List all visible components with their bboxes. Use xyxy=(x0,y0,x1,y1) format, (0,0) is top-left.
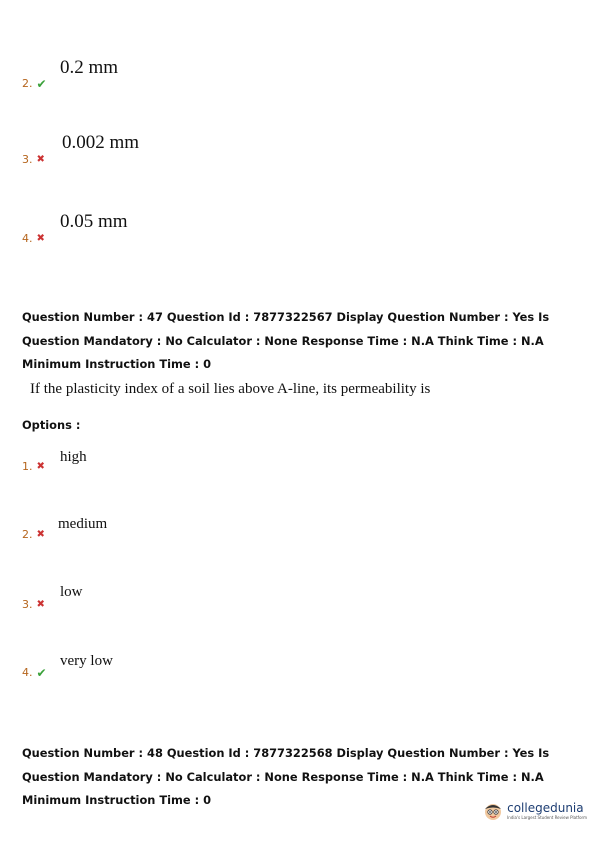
cross-icon: ✖ xyxy=(36,153,45,165)
logo-tagline: India's Largest Student Review Platform xyxy=(507,815,587,820)
cross-icon: ✖ xyxy=(36,528,45,540)
check-icon: ✔ xyxy=(36,76,47,91)
option-number xyxy=(22,598,45,611)
option-number-label: 1. xyxy=(22,460,33,473)
check-icon: ✔ xyxy=(36,665,47,680)
question-header: Question Number : 47 Question Id : 7877322567 Display Question Number : Yes Is Question Mandatory : No Calculator : None Response Time : N.A Think Time : N.A Minimum Instruction Time : 0 xyxy=(22,310,550,371)
cross-icon: ✖ xyxy=(36,460,45,472)
option-number xyxy=(22,232,45,245)
option-text: 0.2 mm xyxy=(60,57,119,78)
mascot-icon xyxy=(482,800,504,822)
option-number-label: 3. xyxy=(22,598,33,611)
option-text: 0.002 mm xyxy=(62,132,140,153)
cross-icon: ✖ xyxy=(36,232,45,244)
option-number-label: 2. xyxy=(22,528,33,541)
option-number xyxy=(22,77,47,90)
option-number-label: 4. xyxy=(22,666,33,679)
logo-name: collegedunia xyxy=(507,801,584,815)
option-number xyxy=(22,153,45,166)
option-number xyxy=(22,666,47,679)
option-text: low xyxy=(60,584,83,600)
collegedunia-logo xyxy=(482,800,587,822)
options-label: Options : xyxy=(22,418,81,432)
option-number xyxy=(22,460,45,473)
question-header: Question Number : 48 Question Id : 7877322568 Display Question Number : Yes Is Question Mandatory : No Calculator : None Response Time : N.A Think Time : N.A Minimum Instruction Time : 0 xyxy=(22,746,550,807)
option-number-label: 2. xyxy=(22,77,33,90)
cross-icon: ✖ xyxy=(36,598,45,610)
question-text: If the plasticity index of a soil lies above A-line, its permeability is xyxy=(30,381,431,397)
option-text: medium xyxy=(58,516,108,532)
option-text: 0.05 mm xyxy=(60,211,128,232)
option-number-label: 4. xyxy=(22,232,33,245)
option-number-label: 3. xyxy=(22,153,33,166)
option-text: high xyxy=(60,449,87,465)
option-text: very low xyxy=(60,653,113,669)
option-number xyxy=(22,528,45,541)
